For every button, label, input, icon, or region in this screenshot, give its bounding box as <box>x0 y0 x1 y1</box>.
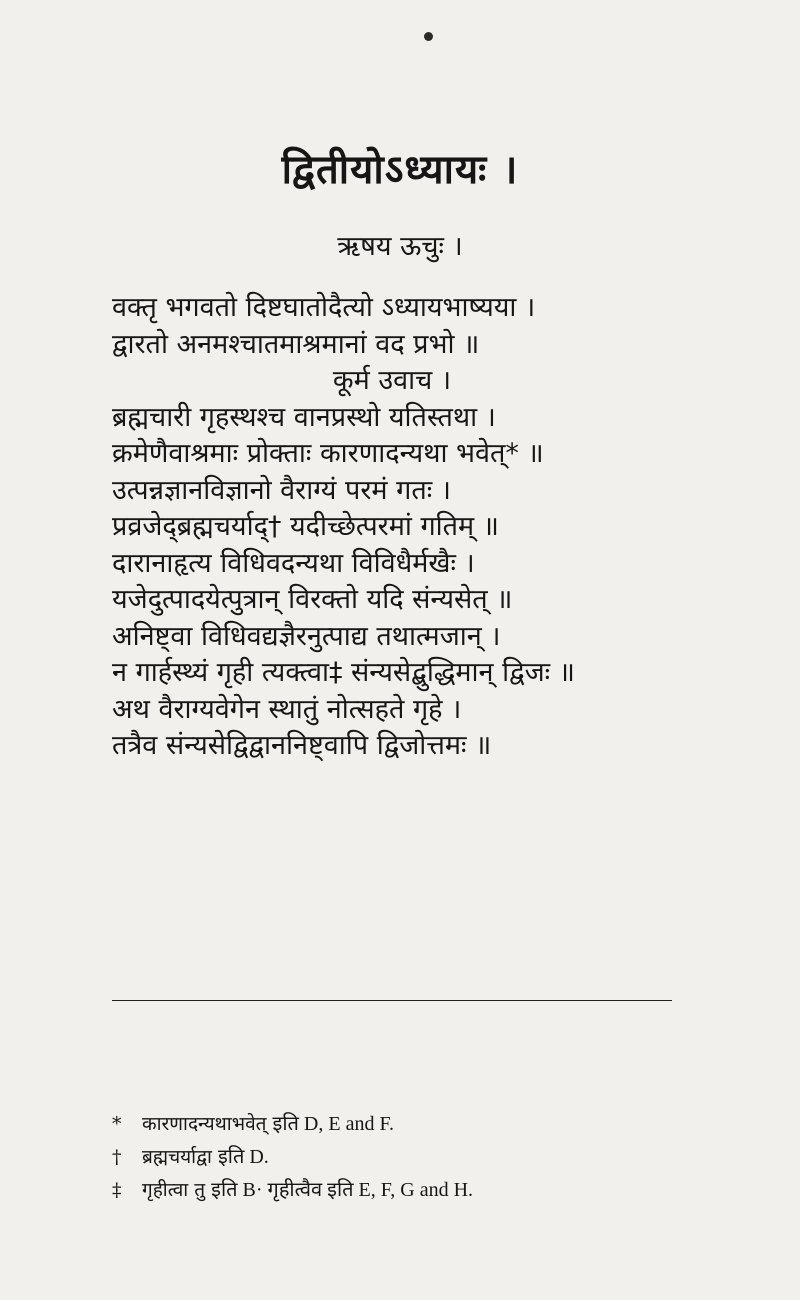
verse-line: न गार्हस्थ्यं गृही त्यक्त्वा‡ संन्यसेद्बुद्धिमान् द्विजः ॥ <box>112 657 575 688</box>
verse-line: अथ वैराग्यवेगेन स्थातुं नोत्सहते गृहे । <box>112 693 462 725</box>
verse-line: क्रमेणैवाश्रमाः प्रोक्ताः कारणादन्यथा भवेत्* ॥ <box>112 438 544 469</box>
footnote-variant-reading: गृहीत्वा तु <box>142 1179 206 1201</box>
verse-line: प्रव्रजेद्ब्रह्मचर्याद्† यदीच्छेत्परमां गतिम् ॥ <box>112 511 499 542</box>
footnote-mark: ‡ <box>112 1179 122 1201</box>
footnote-manuscript-sources: इति D, E and F. <box>272 1113 394 1135</box>
footnote-variant-reading: कारणादन्यथाभवेत् <box>142 1113 267 1135</box>
verse-line: ब्रह्मचारी गृहस्थश्च वानप्रस्थो यतिस्तथा । <box>112 401 496 433</box>
footnote-manuscript-sources: इति D. <box>217 1146 269 1168</box>
footnote <box>112 1174 712 1207</box>
footnote-manuscript-sources: इति B· गृहीत्वैव इति E, F, G and H. <box>211 1179 474 1201</box>
footnote-mark: † <box>112 1146 122 1168</box>
speaker-heading: ऋषय ऊचुः । <box>337 231 463 262</box>
verse-block <box>112 290 772 765</box>
chapter-title: द्वितीयोऽध्यायः । <box>281 147 519 193</box>
verse-line: वक्तृ भगवतो दिष्टघातोदैत्यो ऽध्यायभाष्यया । <box>112 292 536 323</box>
footnote-variant-reading: ब्रह्मचर्याद्वा <box>142 1146 212 1168</box>
verse-line: अनिष्ट्वा विधिवद्यज्ञैरनुत्पाद्य तथात्मजान् । <box>112 620 501 652</box>
footnote-block <box>112 1108 712 1207</box>
verse-line: दारानाहृत्य विधिवदन्यथा विविधैर्मखैः । <box>112 547 475 579</box>
verse-line: उत्पन्नज्ञानविज्ञानो वैराग्यं परमं गतः । <box>112 474 451 506</box>
verse-line: तत्रैव संन्यसेद्विद्वाननिष्ट्वापि द्विजोत्तमः ॥ <box>112 730 492 761</box>
verse-line: कूर्म उवाच । <box>332 365 452 396</box>
footnote-divider <box>112 1000 672 1001</box>
footnote <box>112 1141 712 1174</box>
ink-spot <box>424 32 433 41</box>
footnote <box>112 1108 712 1141</box>
footnote-mark: * <box>112 1113 122 1135</box>
verse-line: यजेदुत्पादयेत्पुत्रान् विरक्तो यदि संन्यसेत् ॥ <box>112 584 513 615</box>
verse-line: द्वारतो अनमश्चातमाश्रमानां वद प्रभो ॥ <box>112 328 480 360</box>
